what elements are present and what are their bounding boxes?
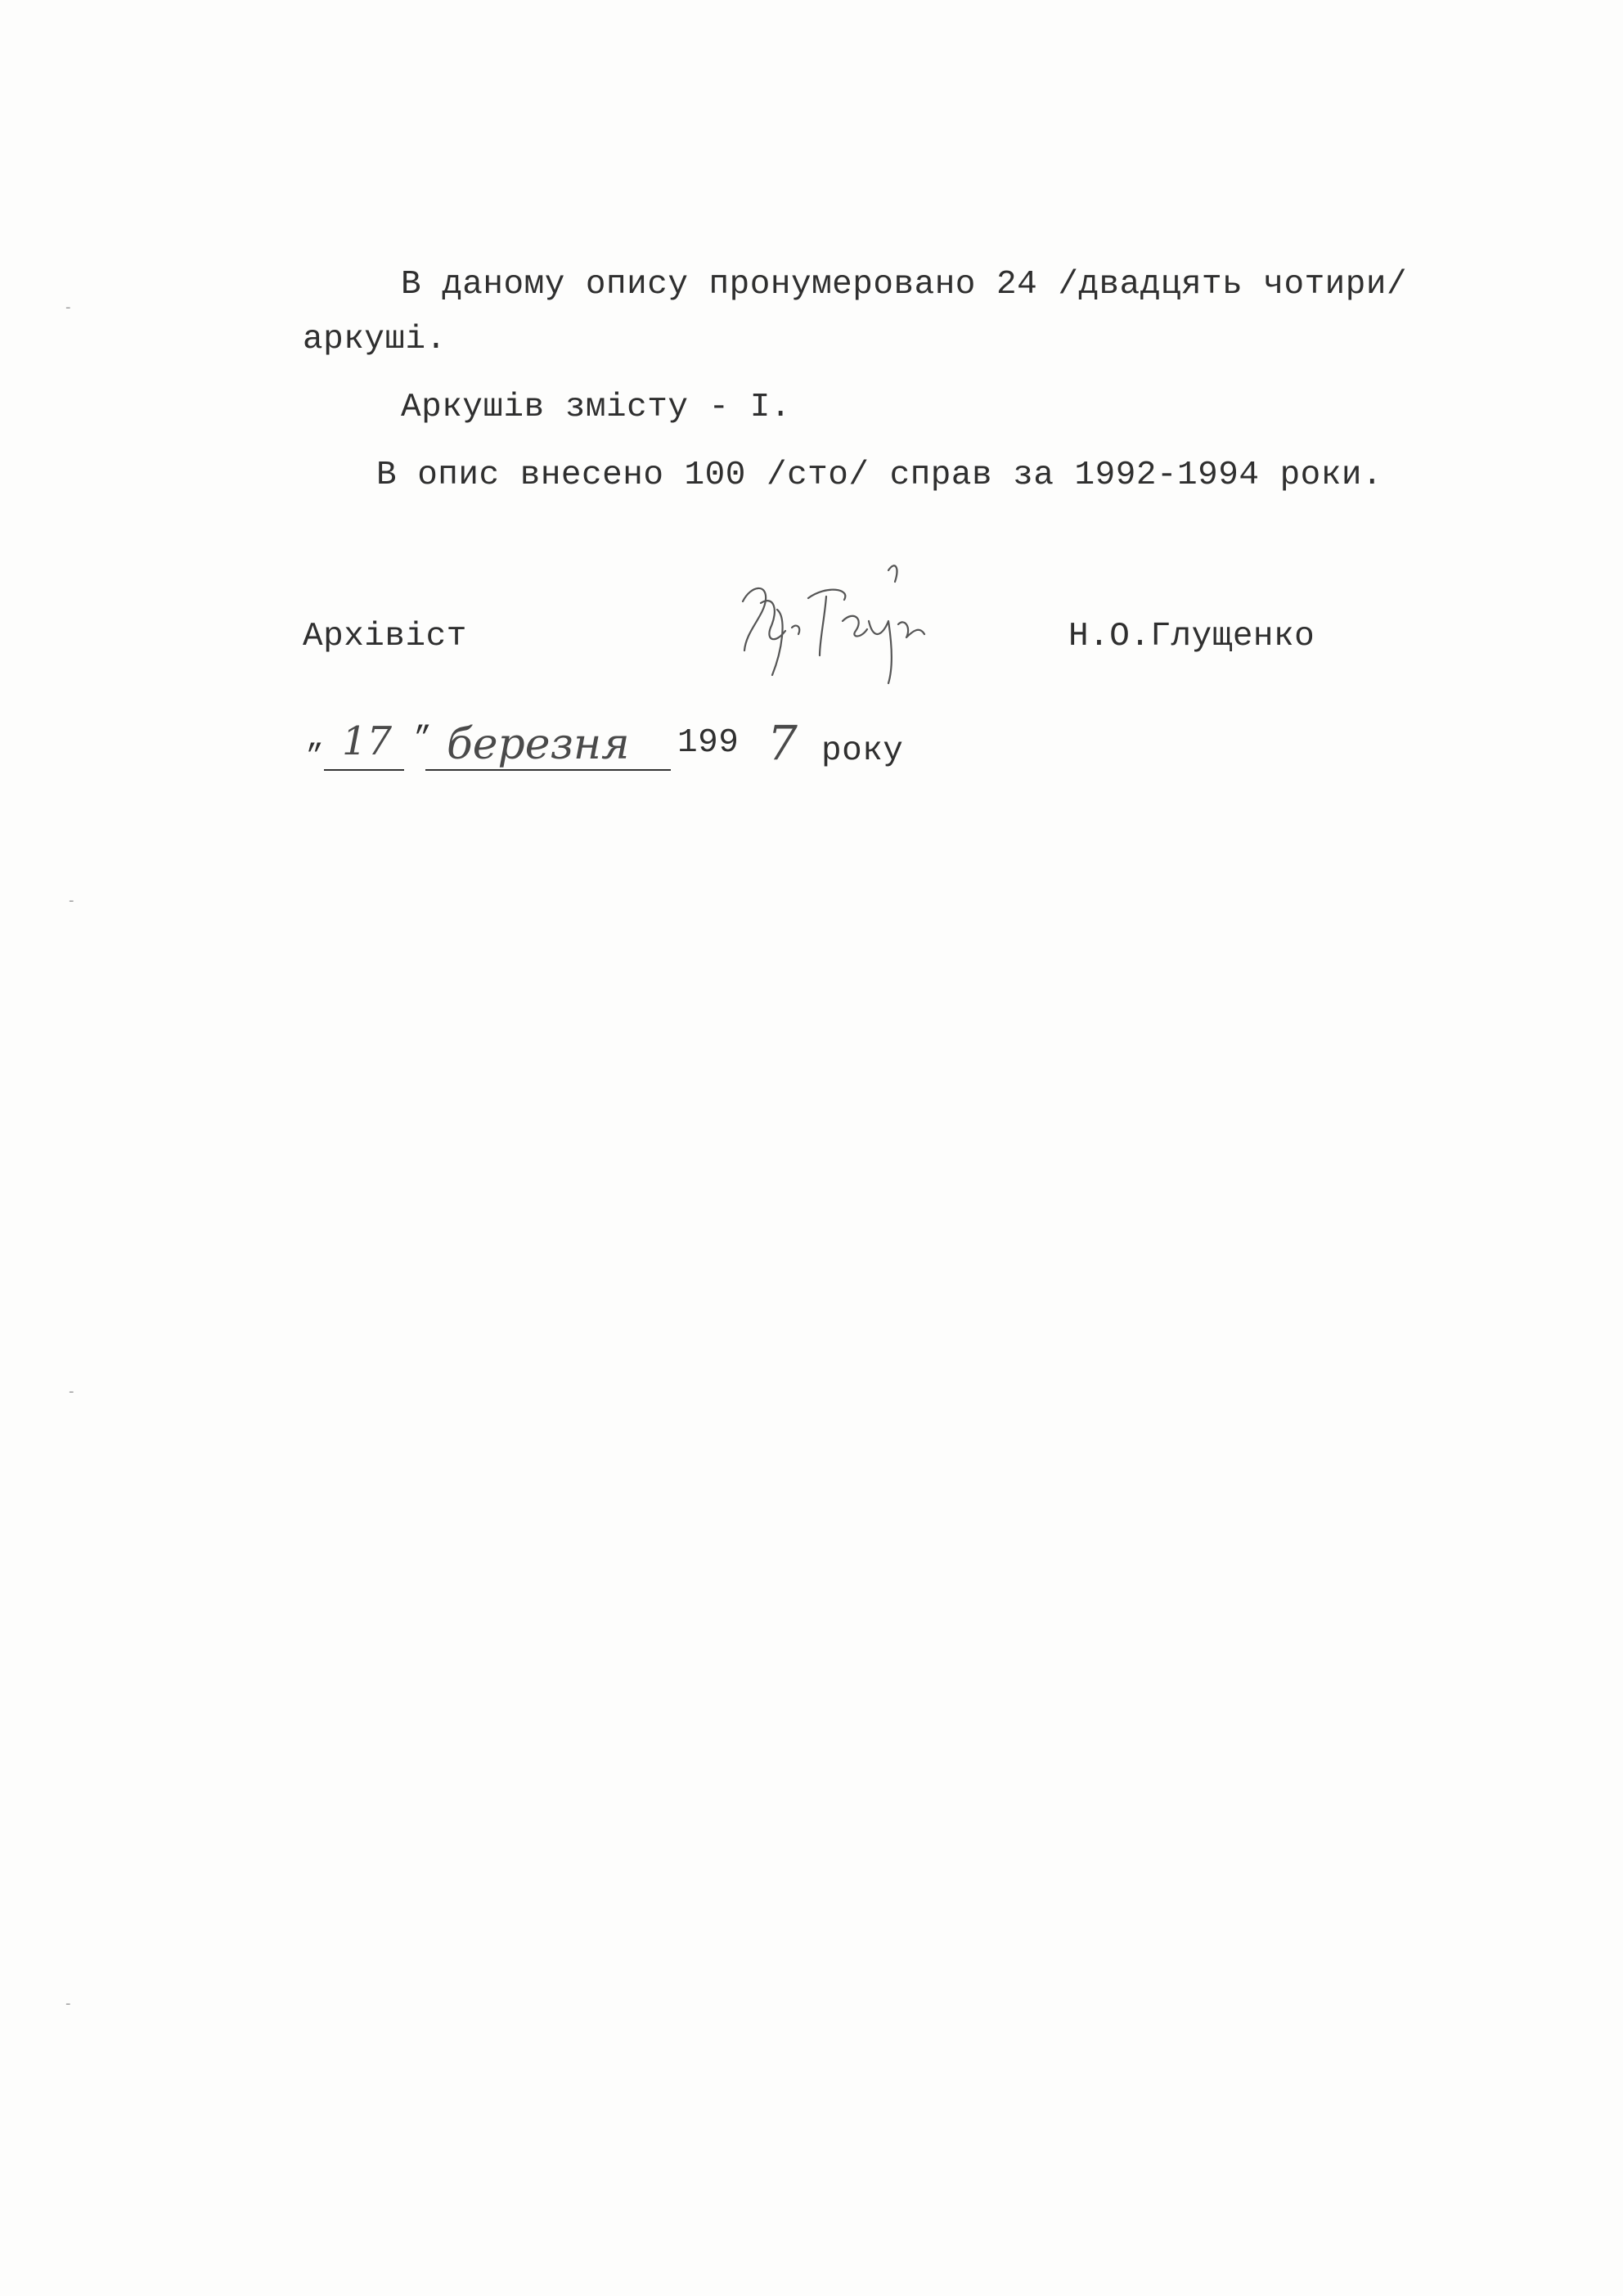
handwritten-signature (728, 552, 973, 691)
binding-hole-mark: - (65, 299, 71, 316)
date-close-quote: ” (414, 722, 433, 755)
date-year-handwritten-digit: 7 (767, 715, 798, 771)
binding-hole-mark: - (65, 1995, 71, 2012)
date-day-handwritten: 17 (342, 718, 393, 764)
contents-leaves-sentence: Аркушів змісту - I. (401, 389, 791, 426)
cases-count-sentence: В опис внесено 100 /сто/ справ за 1992-1994 роки. (376, 457, 1383, 494)
date-year-typed: 199 (677, 724, 740, 762)
archivist-name: Н.О.Глущенко (1068, 618, 1315, 655)
binding-hole-mark: - (69, 1383, 74, 1400)
leaf-count-sentence: В даному опису пронумеровано 24 /двадцять чотири/ (401, 266, 1408, 304)
date-year-word: року (821, 732, 904, 770)
archivist-role-label: Архівіст (303, 618, 467, 655)
leaf-count-sentence-continuation: аркуші. (303, 321, 447, 358)
date-month-handwritten: березня (447, 720, 630, 769)
date-month-underline (425, 769, 671, 771)
binding-hole-mark: - (69, 892, 74, 909)
date-open-quote: „ (306, 722, 325, 755)
date-day-underline (324, 769, 404, 771)
